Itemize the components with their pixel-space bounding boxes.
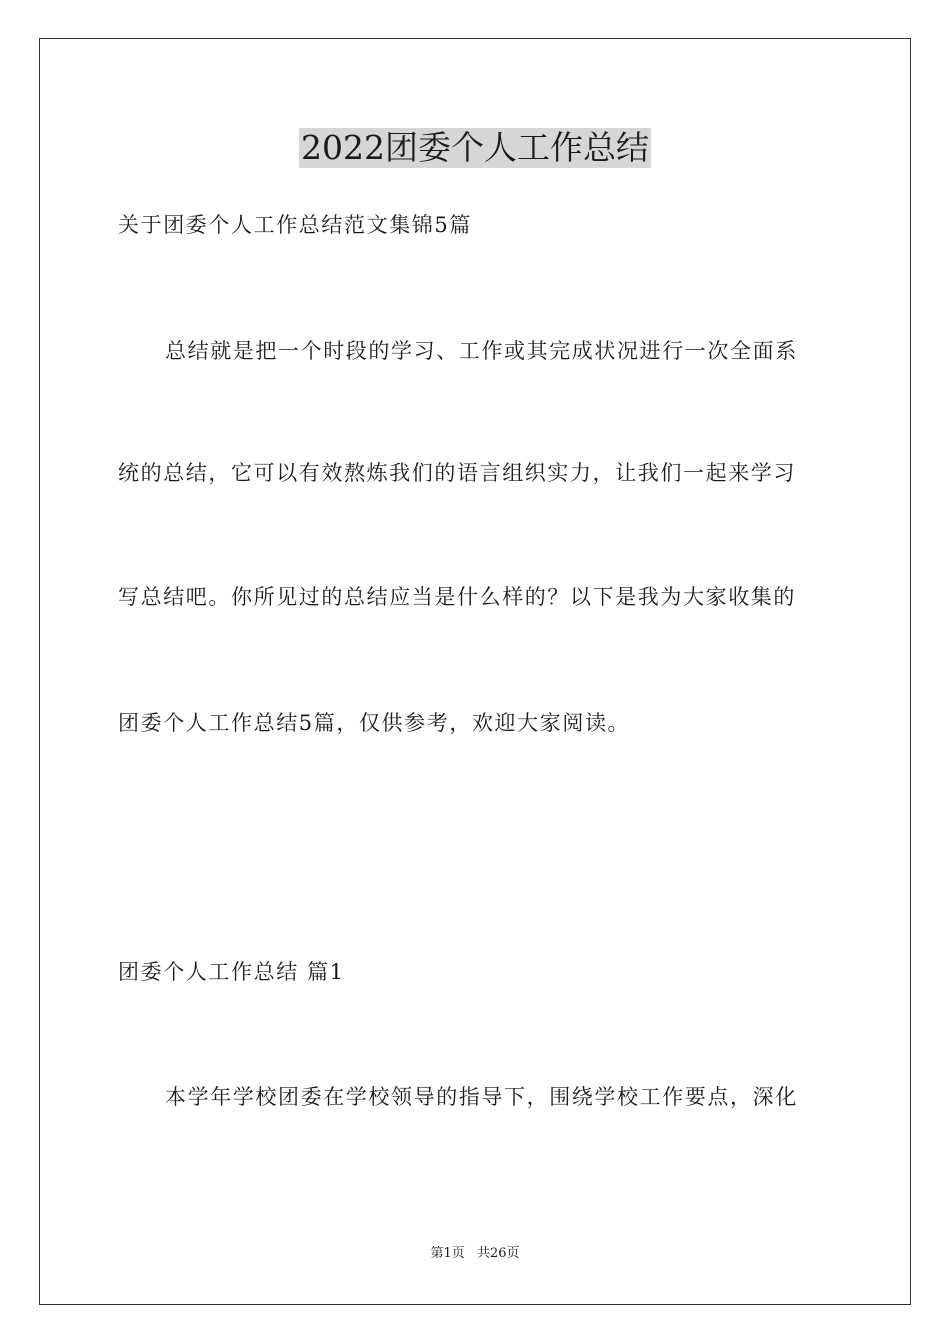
intro-line-4: 团委个人工作总结5篇，仅供参考，欢迎大家阅读。 bbox=[118, 711, 631, 735]
section-first-line: 本学年学校团委在学校领导的指导下，围绕学校工作要点，深化 bbox=[165, 1085, 798, 1109]
page-number: 第1页 bbox=[430, 1246, 465, 1261]
page-footer bbox=[0, 1245, 950, 1263]
title-container bbox=[0, 128, 950, 168]
page-total: 共26页 bbox=[476, 1246, 520, 1261]
document-title: 2022团委个人工作总结 bbox=[301, 128, 649, 167]
section-heading: 团委个人工作总结 篇1 bbox=[118, 960, 345, 984]
document-subtitle: 关于团委个人工作总结范文集锦5篇 bbox=[118, 213, 472, 237]
intro-line-2: 统的总结，它可以有效熬炼我们的语言组织实力，让我们一起来学习 bbox=[118, 461, 796, 485]
intro-line-3: 写总结吧。你所见过的总结应当是什么样的？以下是我为大家收集的 bbox=[118, 585, 796, 609]
intro-line-1: 总结就是把一个时段的学习、工作或其完成状况进行一次全面系 bbox=[165, 339, 798, 363]
